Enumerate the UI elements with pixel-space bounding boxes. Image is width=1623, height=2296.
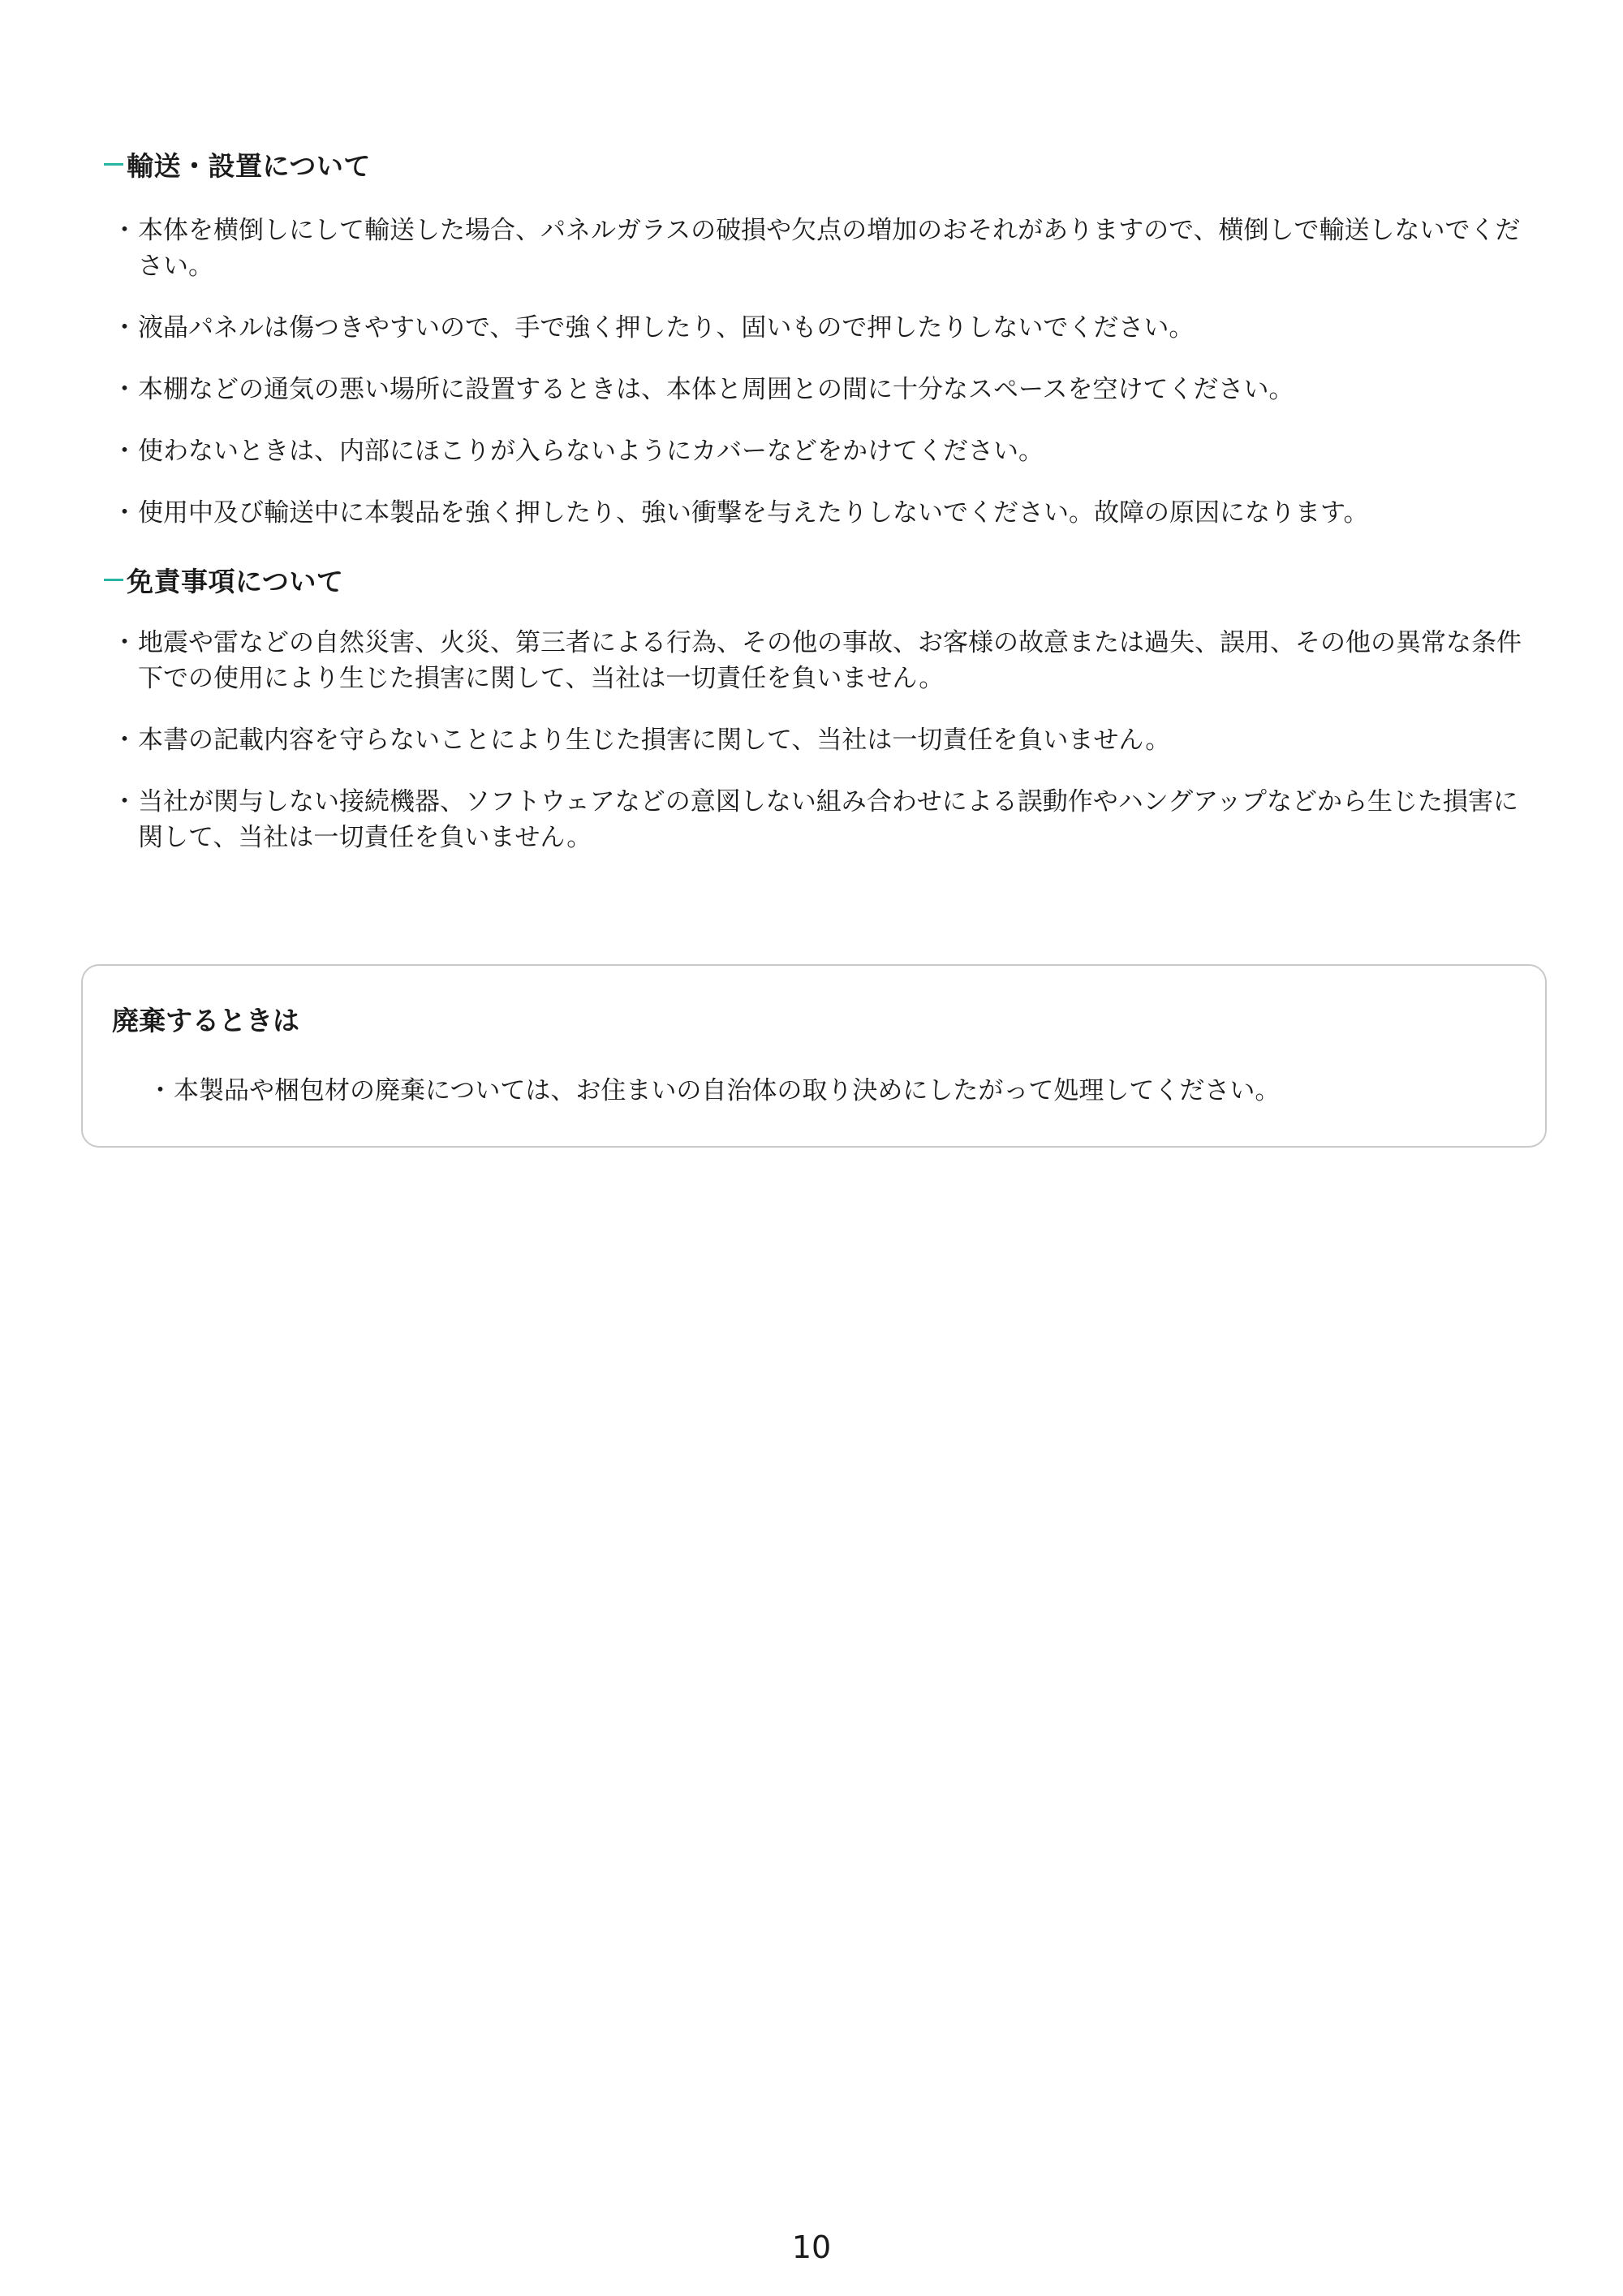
bullet-icon: ・ (112, 498, 137, 528)
section-heading-text: 輸送・設置について (127, 149, 371, 182)
list-item-text: 当社が関与しない接続機器、ソフトウェアなどの意図しない組み合わせによる誤動作やハングアップなどから生じた損害に関して、当社は一切責任を負いません。 (138, 787, 1518, 852)
notice-list (104, 625, 1532, 855)
heading-accent-bar (104, 579, 123, 581)
bullet-icon: ・ (112, 313, 137, 342)
list-item (104, 722, 1532, 758)
list-item-text: 本書の記載内容を守らないことにより生じた損害に関して、当社は一切責任を負いません。 (138, 726, 1171, 755)
disclaimer-section (104, 560, 1532, 881)
page-number: 10 (791, 2229, 832, 2265)
list-item-text: 使わないときは、内部にほこりが入らないようにカバーなどをかけてください。 (138, 437, 1044, 466)
notice-list (104, 213, 1532, 531)
list-item (104, 625, 1532, 696)
list-item (104, 495, 1532, 531)
list-item (104, 433, 1532, 469)
list-item (140, 1073, 1519, 1109)
disposal-title: 廃棄するときは (112, 1005, 299, 1036)
section-heading (104, 144, 1532, 183)
list-item-text: 本製品や梱包材の廃棄については、お住まいの自治体の取り決めにしたがって処理してください。 (174, 1076, 1281, 1105)
bullet-icon: ・ (112, 437, 137, 466)
bullet-icon: ・ (112, 375, 137, 404)
bullet-icon: ・ (112, 628, 137, 657)
list-item (104, 213, 1532, 284)
list-item-text: 使用中及び輸送中に本製品を強く押したり、強い衝撃を与えたりしないでください。故障の原因になります。 (138, 498, 1369, 528)
list-item-text: 本棚などの通気の悪い場所に設置するときは、本体と周囲との間に十分なスペースを空けてください。 (138, 375, 1294, 404)
bullet-icon: ・ (148, 1076, 173, 1105)
list-item-text: 本体を横倒しにして輸送した場合、パネルガラスの破損や欠点の増加のおそれがありますので、横倒しで輸送しないでください。 (138, 216, 1521, 281)
list-item-text: 地震や雷などの自然災害、火災、第三者による行為、その他の事故、お客様の故意または過失、誤用、その他の異常な条件下での使用により生じた損害に関して、当社は一切責任を負いません。 (138, 628, 1522, 693)
list-item-text: 液晶パネルは傷つきやすいので、手で強く押したり、固いもので押したりしないでください。 (138, 313, 1195, 342)
section-heading (104, 560, 1532, 599)
disposal-notice-box (81, 964, 1547, 1148)
transport-installation-section (104, 144, 1532, 557)
bullet-icon: ・ (112, 726, 137, 755)
list-item (104, 372, 1532, 407)
list-item (104, 784, 1532, 855)
bullet-icon: ・ (112, 787, 137, 816)
bullet-icon: ・ (112, 216, 137, 245)
disposal-list (140, 1073, 1519, 1109)
section-heading-text: 免責事項について (127, 565, 344, 597)
heading-accent-bar (104, 163, 123, 166)
list-item (104, 310, 1532, 346)
